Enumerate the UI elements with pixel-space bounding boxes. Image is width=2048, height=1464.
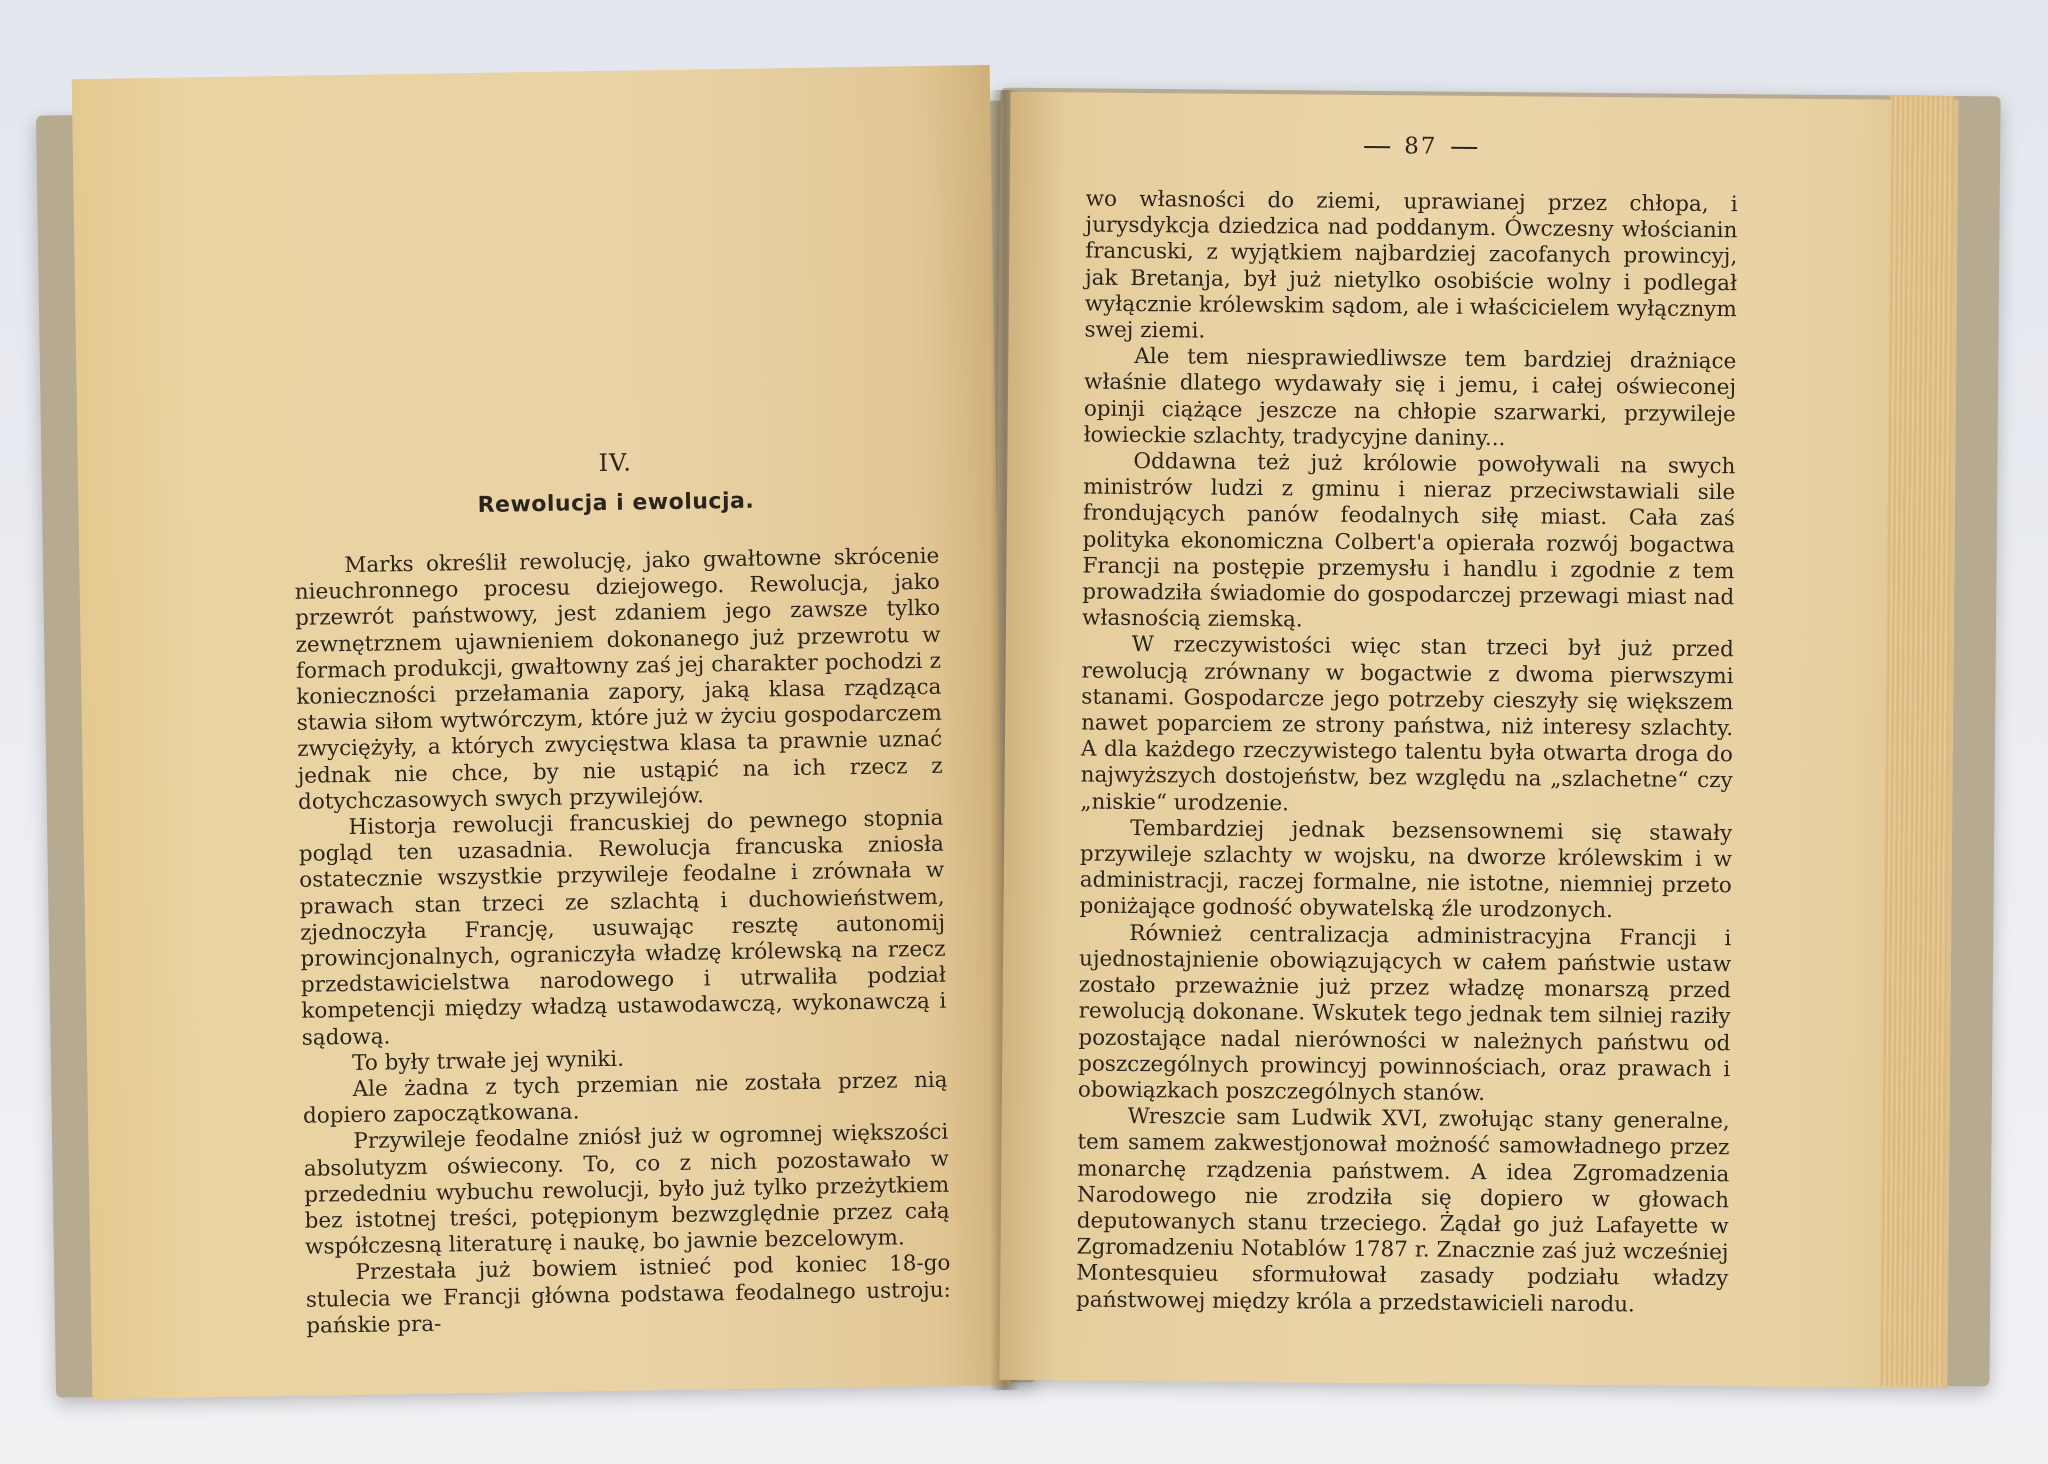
paragraph: To były trwałe jej wyniki. [351, 1046, 625, 1076]
folio-dash-left [1364, 146, 1390, 148]
paragraph: W rzeczywistości więc stan trzeci był już przed rewolucją zrównany w bogactwie z dwoma pierwszymi stanami. Gospodarcze jego potrzeby cieszyły się większem nawet poparciem ze strony państwa, niż interesy szlachty. A dla każdego rzeczywistego talentu była otwarta droga do najwyższych dostojeństw, bez względu na „szlachetne“ czy „niskie“ urodzenie. [1080, 632, 1734, 817]
paragraph: Oddawna też już królowie powoływali na swych ministrów ludzi z gminu i nieraz przeciwstawiali sile frondujących panów feodalnych siłę miast. Cała zaś polityka ekonomiczna Colbert'a opierała rozwój bogactwa Francji na postępie przemysłu i handlu i zgodnie z tem prowadziła świadomie do gospodarczej przewagi miast nad własnością ziemską. [1081, 449, 1736, 633]
page-number-value: 87 [1404, 133, 1438, 160]
folio-dash-right [1451, 147, 1477, 149]
left-page [72, 65, 1011, 1399]
chapter-title: Rewolucja i ewolucja. [477, 488, 755, 518]
left-page-body [294, 544, 951, 1340]
paragraph: Tembardziej jednak bezsensownemi się stawały przywileje szlachty w wojsku, na dworze królewskim i w administracji, raczej formalne, nie istotne, niemniej przeto poniżające godność obywatelską źle urodzonych. [1079, 815, 1733, 924]
paragraph: Również centralizacja administracyjna Francji i ujednostajnienie obowiązujących w całem państwie ustaw zostało przeważnie już przez władzę monarszą przed rewolucją dokonane. Wskutek tego jednak tem silniej raziły pozostające nadal nierówności w należnych państwu od poszczególnych prowincyj powinnościach, oraz prawach i obowiązkach poszczególnych stanów. [1077, 920, 1732, 1106]
paragraph: Marks określił rewolucję, jako gwałtowne skrócenie nieuchronnego procesu dziejowego. Rewolucja, jako przewrót państwowy, jest zdaniem jego zawsze tylko zewnętrznem ujawnieniem dokonanego już przewrotu w formach produkcji, gwałtowny zaś jej charakter pochodzi z konieczności przełamania zapory, jaką klasa rządząca stawia siłom wytwórczym, które już w życiu gospodarczem zwyciężyły, a których zwycięstwa klasa ta prawnie uznać jednak nie chce, by nie ustąpić na ich rzecz z dotychczasowych swych przywilejów. [294, 543, 943, 815]
paragraph: Przywileje feodalne zniósł już w ogromnej większości absolutyzm oświecony. To, co z nich pozostawało w przededniu wybuchu rewolucji, było już tylko przeżytkiem bez istotnej treści, potępionym bezwzględnie przez całą współczesną literaturę i naukę, bo jawnie bezcelowym. [303, 1120, 950, 1261]
paragraph: Historja rewolucji francuskiej do pewnego stopnia pogląd ten uzasadnia. Rewolucja francuska zniosła ostatecznie wszystkie przywileje feodalne i zrównała w prawach stan trzeci ze szlachtą i duchowieństwem, zjednoczyła Francję, usuwając resztę autonomij prowincjonalnych, ograniczyła władzę królewską na rzecz przedstawicielstwa narodowego i utrwaliła podział kompetencji między władzą ustawodawczą, wykonawczą i sądową. [298, 805, 947, 1051]
chapter-number: IV. [598, 448, 633, 478]
right-page-body [1076, 187, 1738, 1319]
page-number [1350, 133, 1492, 160]
page-edges [1879, 96, 1954, 1387]
paragraph: wo własności do ziemi, uprawianej przez chłopa, i jurysdykcja dziedzica nad poddanym. Ówczesny włościanin francuski, z wyjątkiem najbardziej zacofanych prowincyj, jak Bretanja, był już nietylko osobiście wolny i podlegał wyłącznie królewskim sądom, ale i właścicielem wyłącznym swej ziemi. [1084, 186, 1738, 344]
right-page [999, 92, 1958, 1388]
paragraph: Wreszcie sam Ludwik XVI, zwołując stany generalne, tem samem zakwestjonował możność samowładnego przez monarchę rządzenia państwem. A idea Zgromadzenia Narodowego nie zrodziła się dopiero w głowach deputowanych stanu trzeciego. Żądał go już Lafayette w Zgromadzeniu Notablów 1787 r. Znacznie zaś już wcześniej Montesquieu sformułował zasady podziału władzy państwowej między króla a przedstawicieli narodu. [1075, 1104, 1730, 1317]
paragraph: Ale żadna z tych przemian nie została przez nią dopiero zapoczątkowana. [302, 1067, 948, 1130]
paragraph: Przestała już bowiem istnieć pod koniec 18-go stulecia we Francji główna podstawa feodalnego ustroju: pańskie pra- [305, 1251, 952, 1339]
paragraph: Ale tem niesprawiedliwsze tem bardziej drażniące właśnie dlatego wydawały się i jemu, i całej oświeconej opinji ciążące jeszcze na chłopie szarwarki, przywileje łowieckie szlachty, tradycyjne daniny... [1083, 344, 1737, 452]
